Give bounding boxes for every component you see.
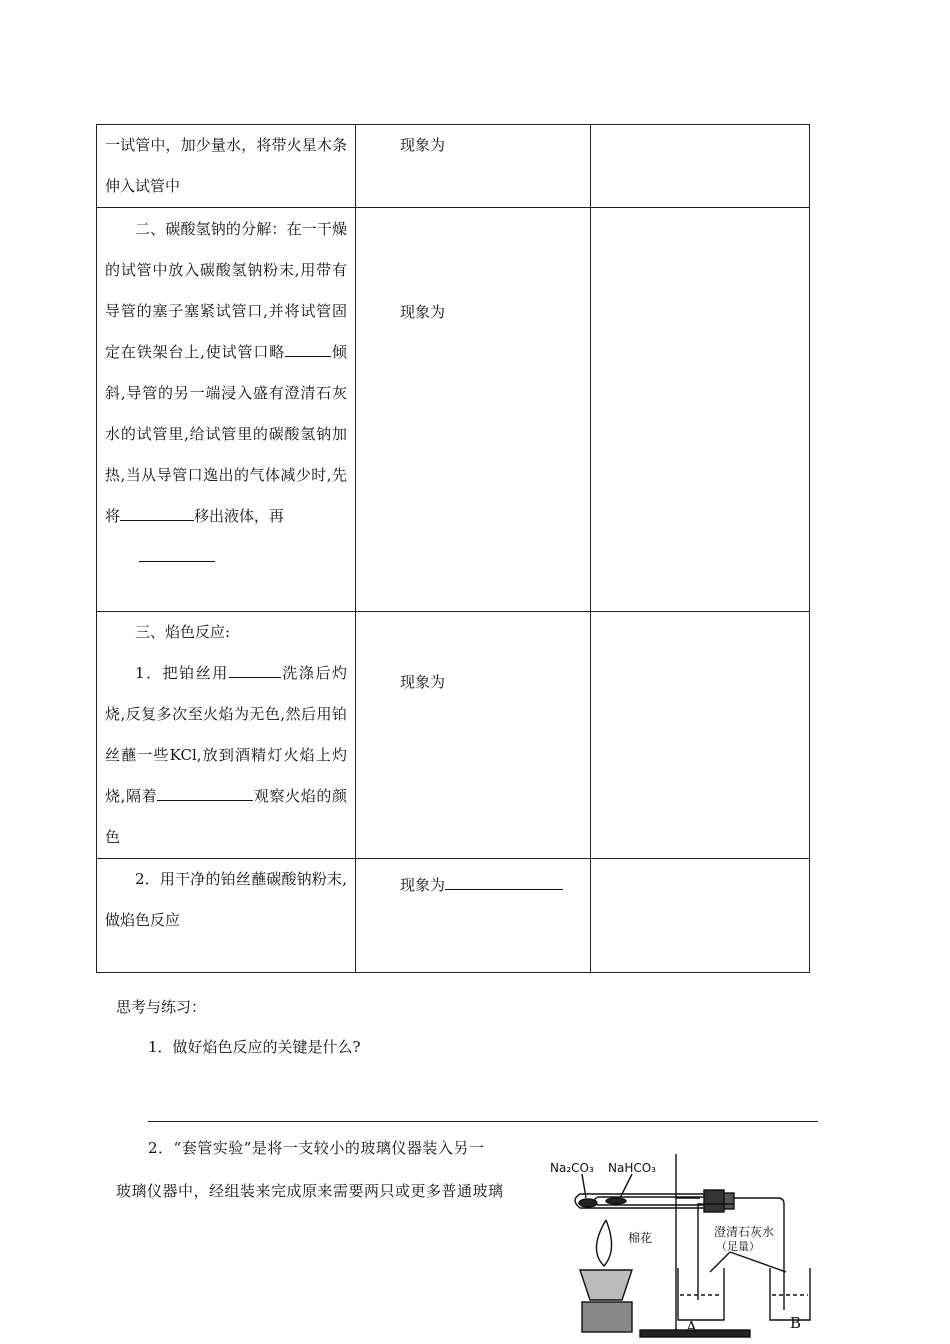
fill-blank: [229, 663, 281, 678]
table-row: [97, 125, 810, 208]
table-row: [97, 612, 810, 859]
label-na2co3: Na₂CO₃: [550, 1161, 594, 1175]
procedure-part: 移出液体，再: [194, 507, 285, 525]
procedure-part: 二、碳酸氢钠的分解：在一干燥的试管中放入碳酸氢钠粉末,用带有导管的塞子塞紧试管口,并将试管固定在铁架台上,使试管口略: [105, 220, 347, 361]
stopper: [704, 1190, 724, 1212]
procedure-text: [97, 208, 355, 578]
beaker-a: [678, 1268, 724, 1320]
table-row: [97, 859, 810, 973]
label-nahco3: NaHCO₃: [608, 1161, 656, 1175]
procedure-part: 洗涤后灼烧,反复多次至火焰为无色,然后用铂丝蘸一些KCl,放到酒精灯火焰上灼烧,隔着: [105, 664, 347, 805]
observation-cell: [356, 125, 591, 208]
fill-blank: [285, 342, 331, 357]
exercises-title: 思考与练习：: [116, 998, 207, 1016]
procedure-paragraph: [105, 653, 347, 858]
label-b: B: [790, 1314, 802, 1332]
observation-line: [356, 859, 590, 895]
lamp-block: [582, 1302, 632, 1332]
alcohol-lamp: [580, 1270, 632, 1300]
observation-label: 现象为: [400, 136, 446, 154]
procedure-part: 1．把铂丝用: [135, 664, 229, 682]
table-row: [97, 208, 810, 612]
fill-blank: [445, 875, 563, 890]
conclusion-cell: [591, 859, 810, 973]
label-cotton: 棉花: [628, 1231, 653, 1245]
procedure-cell: [97, 208, 356, 612]
fill-blank: [157, 786, 253, 801]
observation-cell: [356, 612, 591, 859]
question-1: 1．做好焰色反应的关键是什么?: [148, 1038, 361, 1056]
label-sufficient: （足量）: [716, 1240, 760, 1253]
alcohol-lamp-flame: [596, 1220, 611, 1266]
label-limewater: 澄清石灰水: [714, 1225, 775, 1239]
label-a: A: [686, 1318, 697, 1336]
conclusion-cell: [591, 612, 810, 859]
procedure-part: 倾斜,导管的另一端浸入盛有澄清石灰水的试管里,给试管里的碳酸氢钠加热,当从导管口逸出的气体减少时,先将: [105, 343, 347, 525]
stopper: [724, 1193, 734, 1209]
procedure-cell: [97, 612, 356, 859]
observation-label: 现象为: [400, 673, 446, 691]
delivery-tube-a: [734, 1198, 784, 1310]
fill-blank: [120, 506, 194, 521]
conclusion-cell: [591, 208, 810, 612]
fill-blank: [139, 547, 215, 562]
observation-cell: [356, 208, 591, 612]
experiment-table: [96, 124, 810, 973]
observation-cell: [356, 859, 591, 973]
question-2-line-1: 2．“套管实验”是将一支较小的玻璃仪器装入另一: [148, 1139, 485, 1157]
procedure-cell: [97, 125, 356, 208]
question-2-line-2: 玻璃仪器中，经组装来完成原来需要两只或更多普通玻璃: [116, 1182, 504, 1200]
apparatus-diagram: [548, 1150, 818, 1340]
beaker-b: [770, 1268, 810, 1320]
procedure-cell: [97, 859, 356, 973]
conclusion-cell: [591, 125, 810, 208]
procedure-part: 观察火焰的颜色: [105, 787, 347, 846]
nahco3-solid: [606, 1198, 626, 1204]
na2co3-solid: [579, 1199, 597, 1207]
outer-test-tube: [575, 1194, 724, 1208]
procedure-text: 一试管中，加少量水，将带火星木条伸入试管中: [105, 136, 347, 195]
section-title: 三、焰色反应:: [135, 623, 231, 641]
observation-label: 现象为: [400, 303, 446, 321]
procedure-text: 2．用干净的铂丝蘸碳酸钠粉末,做焰色反应: [105, 870, 347, 929]
procedure-text: [97, 612, 355, 858]
observation-label: 现象为: [400, 876, 446, 894]
answer-line: [148, 1121, 818, 1122]
